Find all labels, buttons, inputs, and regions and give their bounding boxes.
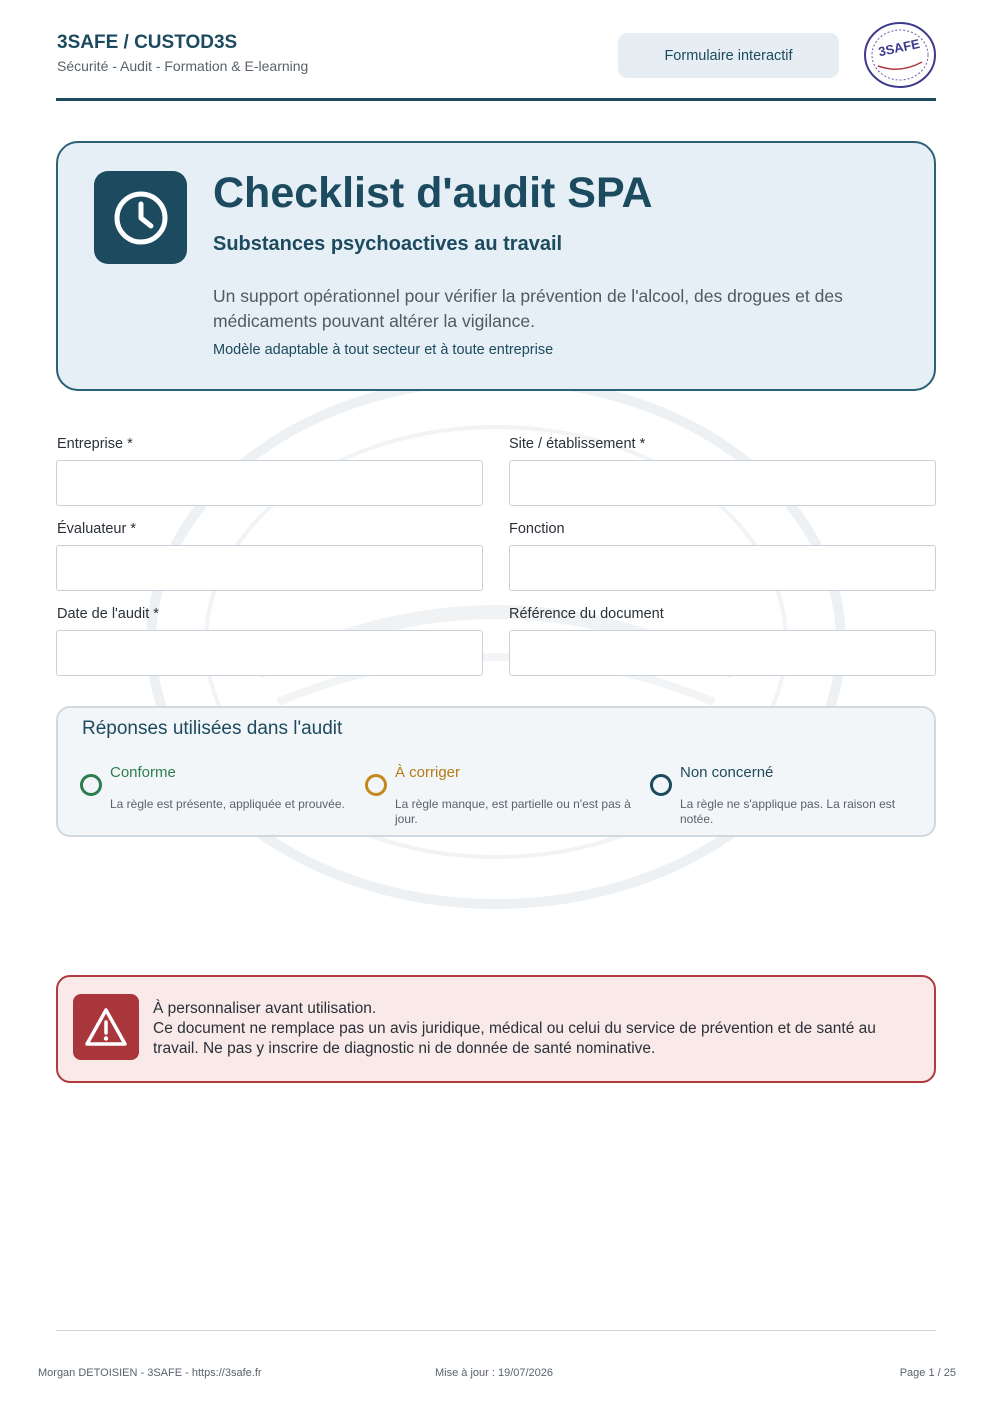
circle-icon [80,774,102,796]
legend-item-name: À corriger [395,764,461,781]
legend-item-description: La règle ne s'applique pas. La raison est notée. [680,797,896,826]
warning-icon [73,994,139,1060]
document-reference-label: Référence du document [509,606,664,622]
site-label: Site / établissement * [509,436,646,452]
evaluator-label: Évaluateur * [57,521,136,537]
page-description: Un support opérationnel pour vérifier la prévention de l'alcool, des drogues et des médicaments pouvant altérer la vigilance. [213,286,843,331]
brand-name: 3SAFE / CUSTOD3S [57,32,238,53]
clock-icon [94,171,187,264]
evaluator-input[interactable] [56,545,483,591]
page-note: Modèle adaptable à tout secteur et à toute entreprise [213,342,554,358]
audit-date-label: Date de l'audit * [57,606,159,622]
company-input[interactable] [56,460,483,506]
legend-item-description: La règle manque, est partielle ou n'est pas à jour. [395,797,631,826]
brand-seal-logo [862,20,938,90]
company-label: Entreprise * [57,436,133,452]
legend-item-name: Non concerné [680,764,774,781]
page-subtitle: Substances psychoactives au travail [213,233,563,255]
warning-banner [56,975,936,1083]
header-divider [56,98,936,101]
circle-icon [650,774,672,796]
site-input[interactable] [509,460,936,506]
hero-card [56,141,936,391]
warning-line-1: À personnaliser avant utilisation. [153,1000,377,1017]
legend-item-name: Conforme [110,764,176,781]
legend-item-description: La règle est présente, appliquée et prouvée. [110,797,345,811]
function-input[interactable] [509,545,936,591]
function-label: Fonction [509,521,565,537]
footer-divider [56,1330,936,1331]
seal-text: 3SAFE [877,35,922,60]
footer-updated: Mise à jour : 19/07/2026 [435,1367,554,1379]
audit-date-input[interactable] [56,630,483,676]
answers-legend [56,706,936,837]
interactive-form-badge: Formulaire interactif [618,33,839,78]
document-reference-input[interactable] [509,630,936,676]
brand-tagline: Sécurité - Audit - Formation & E-learning [57,58,309,74]
page-title: Checklist d'audit SPA [213,169,653,217]
legend-title: Réponses utilisées dans l'audit [82,718,343,739]
warning-text [153,999,913,1059]
footer-author: Morgan DETOISIEN - 3SAFE - https://3safe.fr [38,1367,262,1379]
warning-line-2: Ce document ne remplace pas un avis juridique, médical ou celui du service de prévention et de santé au travail. Ne pas y inscrire de diagnostic ni de donnée de santé nominative. [153,1020,876,1057]
footer-page-number: Page 1 / 25 [899,1367,956,1379]
circle-icon [365,774,387,796]
